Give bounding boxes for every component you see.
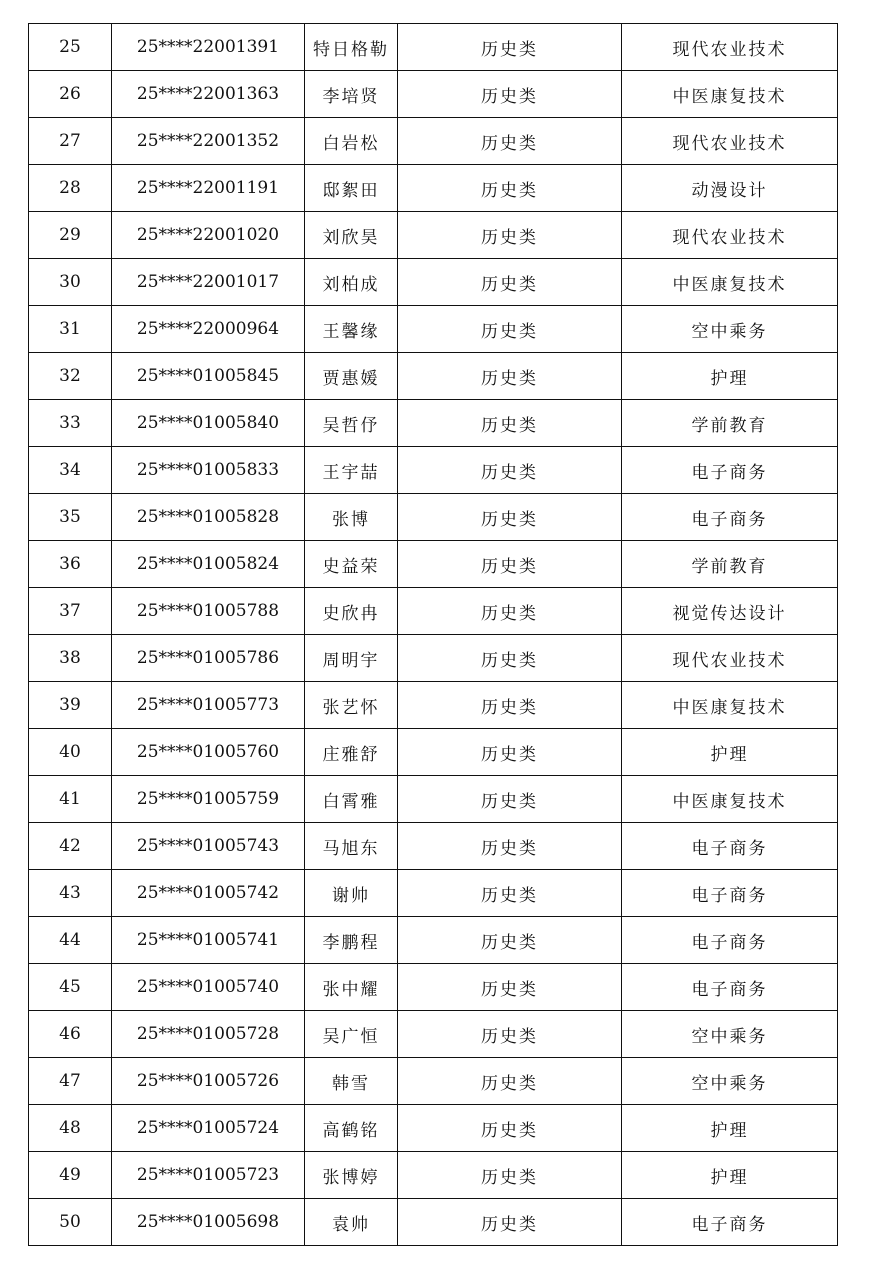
- table-row: [29, 212, 838, 259]
- major-cell: 视觉传达设计: [622, 588, 838, 635]
- candidate-id-cell: 25****01005724: [112, 1105, 305, 1152]
- subject-category-cell: 历史类: [398, 1199, 622, 1246]
- candidate-id-cell: 25****22001352: [112, 118, 305, 165]
- table-row: [29, 259, 838, 306]
- candidate-id-cell: 25****01005833: [112, 447, 305, 494]
- student-name-cell: 谢帅: [305, 870, 398, 917]
- subject-category-cell: 历史类: [398, 24, 622, 71]
- student-name-cell: 刘欣昊: [305, 212, 398, 259]
- major-cell: 电子商务: [622, 917, 838, 964]
- serial-number-cell: 41: [29, 776, 112, 823]
- candidate-id-cell: 25****01005759: [112, 776, 305, 823]
- candidate-id-cell: 25****01005824: [112, 541, 305, 588]
- subject-category-cell: 历史类: [398, 682, 622, 729]
- student-name-cell: 王馨缘: [305, 306, 398, 353]
- major-cell: 电子商务: [622, 964, 838, 1011]
- candidate-id-cell: 25****01005773: [112, 682, 305, 729]
- major-cell: 中医康复技术: [622, 776, 838, 823]
- serial-number-cell: 40: [29, 729, 112, 776]
- student-name-cell: 刘柏成: [305, 259, 398, 306]
- student-name-cell: 史欣冉: [305, 588, 398, 635]
- serial-number-cell: 27: [29, 118, 112, 165]
- subject-category-cell: 历史类: [398, 71, 622, 118]
- subject-category-cell: 历史类: [398, 353, 622, 400]
- table-row: [29, 71, 838, 118]
- candidate-id-cell: 25****01005840: [112, 400, 305, 447]
- subject-category-cell: 历史类: [398, 588, 622, 635]
- candidate-id-cell: 25****22001363: [112, 71, 305, 118]
- serial-number-cell: 43: [29, 870, 112, 917]
- serial-number-cell: 34: [29, 447, 112, 494]
- candidate-id-cell: 25****01005723: [112, 1152, 305, 1199]
- major-cell: 中医康复技术: [622, 71, 838, 118]
- subject-category-cell: 历史类: [398, 823, 622, 870]
- student-name-cell: 马旭东: [305, 823, 398, 870]
- table-row: [29, 870, 838, 917]
- subject-category-cell: 历史类: [398, 306, 622, 353]
- subject-category-cell: 历史类: [398, 1058, 622, 1105]
- student-name-cell: 袁帅: [305, 1199, 398, 1246]
- major-cell: 护理: [622, 1105, 838, 1152]
- table-row: [29, 118, 838, 165]
- candidate-id-cell: 25****22001391: [112, 24, 305, 71]
- major-cell: 护理: [622, 729, 838, 776]
- table-row: [29, 917, 838, 964]
- table-row: [29, 1011, 838, 1058]
- major-cell: 学前教育: [622, 400, 838, 447]
- serial-number-cell: 29: [29, 212, 112, 259]
- serial-number-cell: 49: [29, 1152, 112, 1199]
- major-cell: 学前教育: [622, 541, 838, 588]
- major-cell: 空中乘务: [622, 1058, 838, 1105]
- table-row: [29, 1058, 838, 1105]
- table-row: [29, 823, 838, 870]
- student-name-cell: 史益荣: [305, 541, 398, 588]
- table-row: [29, 1199, 838, 1246]
- major-cell: 现代农业技术: [622, 635, 838, 682]
- subject-category-cell: 历史类: [398, 964, 622, 1011]
- subject-category-cell: 历史类: [398, 917, 622, 964]
- table-row: [29, 635, 838, 682]
- serial-number-cell: 50: [29, 1199, 112, 1246]
- serial-number-cell: 39: [29, 682, 112, 729]
- subject-category-cell: 历史类: [398, 541, 622, 588]
- candidate-id-cell: 25****22001020: [112, 212, 305, 259]
- student-name-cell: 张博: [305, 494, 398, 541]
- candidate-id-cell: 25****01005728: [112, 1011, 305, 1058]
- subject-category-cell: 历史类: [398, 447, 622, 494]
- table-row: [29, 729, 838, 776]
- table-row: [29, 306, 838, 353]
- student-name-cell: 高鹤铭: [305, 1105, 398, 1152]
- major-cell: 电子商务: [622, 823, 838, 870]
- subject-category-cell: 历史类: [398, 165, 622, 212]
- subject-category-cell: 历史类: [398, 1105, 622, 1152]
- subject-category-cell: 历史类: [398, 776, 622, 823]
- student-name-cell: 白霄雅: [305, 776, 398, 823]
- student-name-cell: 韩雪: [305, 1058, 398, 1105]
- table-row: [29, 541, 838, 588]
- table-row: [29, 447, 838, 494]
- subject-category-cell: 历史类: [398, 870, 622, 917]
- serial-number-cell: 28: [29, 165, 112, 212]
- student-name-cell: 周明宇: [305, 635, 398, 682]
- student-name-cell: 张博婷: [305, 1152, 398, 1199]
- candidate-id-cell: 25****01005742: [112, 870, 305, 917]
- serial-number-cell: 35: [29, 494, 112, 541]
- major-cell: 现代农业技术: [622, 24, 838, 71]
- table-row: [29, 588, 838, 635]
- major-cell: 中医康复技术: [622, 259, 838, 306]
- major-cell: 电子商务: [622, 447, 838, 494]
- candidate-id-cell: 25****01005698: [112, 1199, 305, 1246]
- serial-number-cell: 42: [29, 823, 112, 870]
- subject-category-cell: 历史类: [398, 1011, 622, 1058]
- serial-number-cell: 48: [29, 1105, 112, 1152]
- table-row: [29, 682, 838, 729]
- student-name-cell: 张中耀: [305, 964, 398, 1011]
- major-cell: 护理: [622, 353, 838, 400]
- subject-category-cell: 历史类: [398, 400, 622, 447]
- student-name-cell: 特日格勒: [305, 24, 398, 71]
- candidate-id-cell: 25****01005786: [112, 635, 305, 682]
- candidate-id-cell: 25****01005726: [112, 1058, 305, 1105]
- student-name-cell: 邸絮田: [305, 165, 398, 212]
- candidate-id-cell: 25****22001191: [112, 165, 305, 212]
- major-cell: 护理: [622, 1152, 838, 1199]
- candidate-id-cell: 25****22001017: [112, 259, 305, 306]
- major-cell: 电子商务: [622, 870, 838, 917]
- student-name-cell: 李培贤: [305, 71, 398, 118]
- serial-number-cell: 32: [29, 353, 112, 400]
- student-name-cell: 庄雅舒: [305, 729, 398, 776]
- serial-number-cell: 46: [29, 1011, 112, 1058]
- subject-category-cell: 历史类: [398, 1152, 622, 1199]
- major-cell: 动漫设计: [622, 165, 838, 212]
- table-row: [29, 1105, 838, 1152]
- student-name-cell: 吴哲伃: [305, 400, 398, 447]
- student-name-cell: 吴广恒: [305, 1011, 398, 1058]
- admission-table: [28, 23, 838, 1246]
- student-name-cell: 王宇喆: [305, 447, 398, 494]
- candidate-id-cell: 25****01005741: [112, 917, 305, 964]
- serial-number-cell: 31: [29, 306, 112, 353]
- candidate-id-cell: 25****01005743: [112, 823, 305, 870]
- table-row: [29, 165, 838, 212]
- major-cell: 中医康复技术: [622, 682, 838, 729]
- major-cell: 空中乘务: [622, 306, 838, 353]
- candidate-id-cell: 25****01005845: [112, 353, 305, 400]
- serial-number-cell: 47: [29, 1058, 112, 1105]
- table-row: [29, 400, 838, 447]
- major-cell: 现代农业技术: [622, 212, 838, 259]
- candidate-id-cell: 25****22000964: [112, 306, 305, 353]
- subject-category-cell: 历史类: [398, 259, 622, 306]
- candidate-id-cell: 25****01005740: [112, 964, 305, 1011]
- serial-number-cell: 26: [29, 71, 112, 118]
- candidate-id-cell: 25****01005788: [112, 588, 305, 635]
- student-name-cell: 白岩松: [305, 118, 398, 165]
- candidate-id-cell: 25****01005828: [112, 494, 305, 541]
- subject-category-cell: 历史类: [398, 729, 622, 776]
- subject-category-cell: 历史类: [398, 212, 622, 259]
- subject-category-cell: 历史类: [398, 118, 622, 165]
- candidate-id-cell: 25****01005760: [112, 729, 305, 776]
- serial-number-cell: 44: [29, 917, 112, 964]
- serial-number-cell: 36: [29, 541, 112, 588]
- major-cell: 电子商务: [622, 494, 838, 541]
- serial-number-cell: 45: [29, 964, 112, 1011]
- major-cell: 空中乘务: [622, 1011, 838, 1058]
- serial-number-cell: 30: [29, 259, 112, 306]
- serial-number-cell: 33: [29, 400, 112, 447]
- table-row: [29, 494, 838, 541]
- student-name-cell: 贾惠媛: [305, 353, 398, 400]
- serial-number-cell: 38: [29, 635, 112, 682]
- major-cell: 电子商务: [622, 1199, 838, 1246]
- table-row: [29, 353, 838, 400]
- student-name-cell: 张艺怀: [305, 682, 398, 729]
- table-row: [29, 24, 838, 71]
- student-name-cell: 李鹏程: [305, 917, 398, 964]
- subject-category-cell: 历史类: [398, 635, 622, 682]
- subject-category-cell: 历史类: [398, 494, 622, 541]
- table-row: [29, 964, 838, 1011]
- serial-number-cell: 37: [29, 588, 112, 635]
- admission-table-body: [29, 24, 838, 1246]
- table-row: [29, 776, 838, 823]
- major-cell: 现代农业技术: [622, 118, 838, 165]
- serial-number-cell: 25: [29, 24, 112, 71]
- table-row: [29, 1152, 838, 1199]
